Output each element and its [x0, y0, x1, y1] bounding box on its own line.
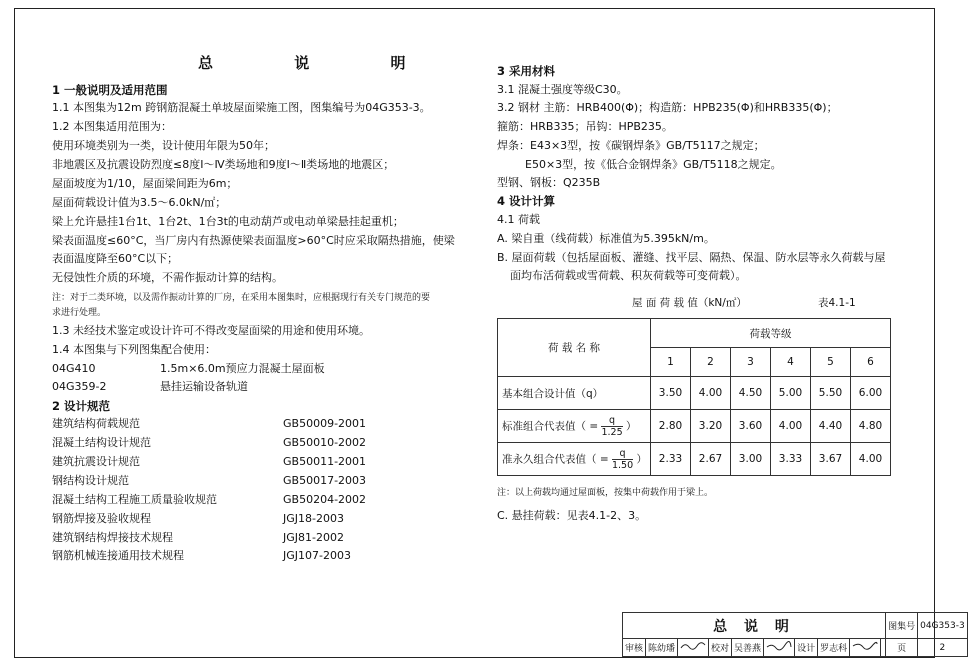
- table-cell: 2.67: [691, 443, 731, 476]
- scope-line: 屋面荷载设计值为3.5～6.0kN/㎡；: [52, 196, 227, 209]
- scope-line: 使用环境类别为一类，设计使用年限为50年；: [52, 139, 275, 152]
- para-c: C. 悬挂荷载：见表4.1-2、3。: [497, 509, 647, 522]
- fraction: $\frac{q}{1.50}$: [611, 447, 634, 471]
- grade-header: 6: [851, 348, 891, 377]
- table-cell: 4.80: [851, 410, 891, 443]
- row-label: 准永久组合代表值（ = $\frac{q}{1.50}$ ）: [498, 443, 651, 476]
- code-name: 钢筋机械连接通用技术规程: [52, 549, 184, 562]
- signature-mark: [852, 641, 878, 651]
- table-row: [498, 377, 891, 410]
- code-name: 混凝土结构设计规范: [52, 436, 151, 449]
- designer-signature: [850, 639, 881, 657]
- table-caption: 屋 面 荷 载 值（kN/㎡）: [632, 297, 747, 309]
- signature-mark: [766, 641, 792, 651]
- scope-line: 梁上允许悬挂1台1t、1台2t、1台3t的电动葫芦或电动单梁悬挂起重机；: [52, 215, 404, 228]
- row-label: 基本组合设计值（q）: [498, 377, 651, 410]
- table-note: 注：以上荷载均通过屋面板，按集中荷载作用于梁上。: [497, 488, 714, 498]
- table-cell: 4.00: [771, 410, 811, 443]
- code-name: 建筑抗震设计规范: [52, 455, 140, 468]
- table-cell: 5.00: [771, 377, 811, 410]
- table-cell: 3.67: [811, 443, 851, 476]
- designer-name: 罗志科: [818, 639, 850, 657]
- atlas-label: 图集号: [886, 613, 918, 639]
- para-3-5: 型钢、钢板：Q235B: [497, 176, 601, 189]
- table-number: 表4.1-1: [818, 297, 856, 309]
- para-3-2b: 箍筋：HRB335；吊钩：HPB235。: [497, 120, 673, 133]
- atlas-number: 04G353-3: [918, 613, 968, 639]
- table-cell: 4.50: [731, 377, 771, 410]
- scope-line: 表面温度降至60°C以下；: [52, 252, 179, 265]
- section-4-heading: 4 设计计算: [497, 194, 556, 208]
- page-number: 2: [918, 639, 968, 657]
- scope-line: 梁表面温度≤60°C，当厂房内有热源使梁表面温度>60°C时应采取隔热措施，使梁: [52, 234, 455, 247]
- grade-header: 4: [771, 348, 811, 377]
- code-name: 建筑结构荷载规范: [52, 417, 140, 430]
- scope-line: 屋面坡度为1/10，屋面梁间距为6m；: [52, 177, 238, 190]
- atlas-code: 04G359-2: [52, 380, 107, 393]
- table-row: [498, 410, 891, 443]
- page-title: 总 说 明: [198, 54, 444, 72]
- title-block: [622, 612, 968, 657]
- note-text: 注：对于二类环境，以及需作振动计算的厂房，在采用本图集时，应根据现行有关专门规范的要: [52, 293, 431, 303]
- table-cell: 3.50: [651, 377, 691, 410]
- atlas-code: 04G410: [52, 362, 96, 375]
- para-1-4: 1.4 本图集与下列图集配合使用：: [52, 343, 216, 356]
- section-2-heading: 2 设计规范: [52, 399, 111, 413]
- atlas-name: 悬挂运输设备轨道: [160, 380, 248, 393]
- titleblock-title: 总 说 明: [623, 613, 886, 639]
- table-cell: 4.00: [691, 377, 731, 410]
- atlas-name: 1.5m×6.0m预应力混凝土屋面板: [160, 362, 325, 375]
- para-1-1: 1.1 本图集为12m 跨钢筋混凝土单坡屋面梁施工图，图集编号为04G353-3。: [52, 101, 431, 114]
- code-name: 钢结构设计规范: [52, 474, 129, 487]
- code-name: 钢筋焊接及验收规程: [52, 512, 151, 525]
- fraction: $\frac{q}{1.25}$: [601, 414, 623, 438]
- grade-header: 2: [691, 348, 731, 377]
- checker-name: 吴善燕: [732, 639, 764, 657]
- code-number: GB50010-2002: [283, 436, 367, 449]
- grade-header: 5: [811, 348, 851, 377]
- reviewer-name: 陈幼璠: [646, 639, 678, 657]
- signature-mark: [680, 641, 706, 651]
- code-number: GB50011-2001: [283, 455, 367, 468]
- code-number: JGJ81-2002: [283, 531, 344, 544]
- section-1-heading: 1 一般说明及适用范围: [52, 83, 168, 97]
- design-label: 设计: [795, 639, 818, 657]
- review-label: 审核: [623, 639, 646, 657]
- para-4-1: 4.1 荷载: [497, 213, 540, 226]
- para-1-3: 1.3 未经技术鉴定或设计许可不得改变屋面梁的用途和使用环境。: [52, 324, 370, 337]
- table-cell: 3.00: [731, 443, 771, 476]
- code-name: 建筑钢结构焊接技术规程: [52, 531, 173, 544]
- row-label: 标准组合代表值（ = $\frac{q}{1.25}$ ）: [498, 410, 651, 443]
- table-cell: 4.00: [851, 443, 891, 476]
- grade-header: 3: [731, 348, 771, 377]
- code-number: JGJ107-2003: [283, 549, 351, 562]
- para-3-4: E50×3型，按《低合金钢焊条》GB/T5118之规定。: [525, 158, 782, 171]
- load-table: [497, 318, 891, 476]
- para-a: A. 梁自重（线荷载）标准值为5.395kN/m。: [497, 232, 715, 245]
- code-number: JGJ18-2003: [283, 512, 344, 525]
- table-cell: 2.33: [651, 443, 691, 476]
- page-label: 页: [886, 639, 918, 657]
- table-cell: 4.40: [811, 410, 851, 443]
- scope-line: 无侵蚀性介质的环境，不需作振动计算的结构。: [52, 271, 283, 284]
- reviewer-signature: [678, 639, 709, 657]
- checker-signature: [764, 639, 795, 657]
- code-name: 混凝土结构工程施工质量验收规范: [52, 493, 217, 506]
- table-cell: 2.80: [651, 410, 691, 443]
- table-cell: 3.20: [691, 410, 731, 443]
- table-cell: 3.60: [731, 410, 771, 443]
- table-head-name: 荷 载 名 称: [498, 319, 651, 377]
- para-b: B. 屋面荷载（包括屋面板、灌缝、找平层、隔热、保温、防水层等永久荷载与屋: [497, 251, 886, 264]
- code-number: GB50009-2001: [283, 417, 367, 430]
- table-cell: 3.33: [771, 443, 811, 476]
- para-3-3: 焊条：E43×3型，按《碳钢焊条》GB/T5117之规定；: [497, 139, 765, 152]
- code-number: GB50017-2003: [283, 474, 367, 487]
- table-cell: 6.00: [851, 377, 891, 410]
- scope-line: 非地震区及抗震设防烈度≤8度Ⅰ～Ⅳ类场地和9度Ⅰ～Ⅱ类场地的地震区；: [52, 158, 395, 171]
- grade-header: 1: [651, 348, 691, 377]
- table-row: [498, 443, 891, 476]
- para-b-cont: 面均布活荷载或雪荷载、积灰荷载等可变荷载）。: [510, 269, 747, 282]
- note-text: 求进行处理。: [52, 308, 107, 318]
- para-3-1: 3.1 混凝土强度等级C30。: [497, 83, 628, 96]
- section-3-heading: 3 采用材料: [497, 64, 556, 78]
- check-label: 校对: [709, 639, 732, 657]
- table-cell: 5.50: [811, 377, 851, 410]
- code-number: GB50204-2002: [283, 493, 367, 506]
- para-3-2: 3.2 钢材 主筋：HRB400(Φ)；构造筋：HPB235(Φ)和HRB335(Φ)；: [497, 101, 838, 114]
- para-1-2: 1.2 本图集适用范围为：: [52, 120, 172, 133]
- table-head-grade: 荷载等级: [651, 319, 891, 348]
